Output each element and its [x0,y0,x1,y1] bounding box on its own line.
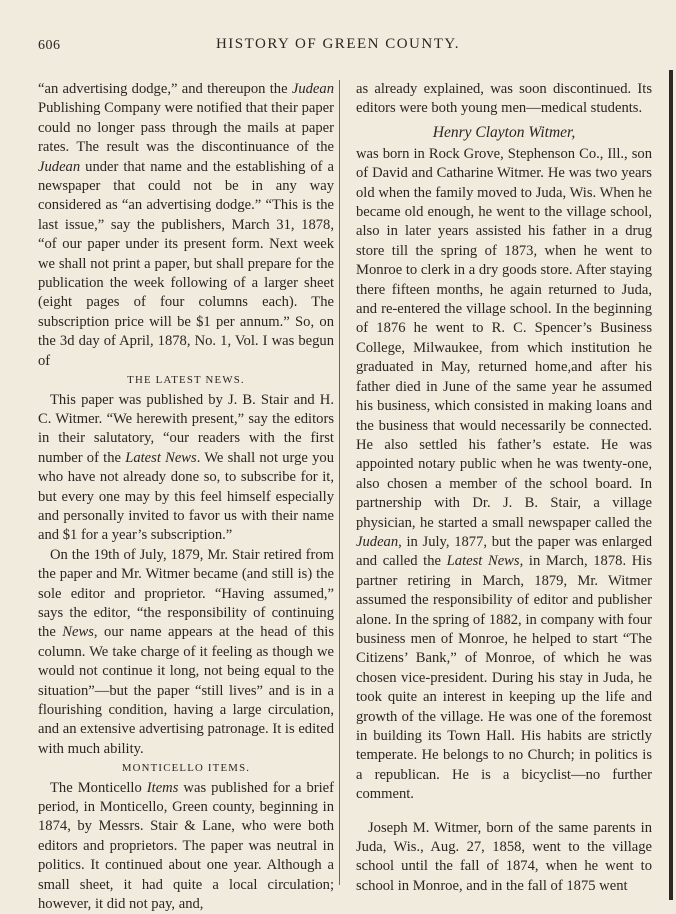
text-run: , our name appears at the head of this column. We take charge of it feeling as though we would not continue it long, not being equal to the situation”—but the paper “still lives” and is in a flourishing condition, having a large circulation, and an extensive advertising patronage. It is edited with much ability. [38,624,335,757]
text-run: was published for a brief period, in Monticello, Green county, beginning in 1874, by Messrs. Stair & Lane, who were both editors and proprietors. The paper was neutral in politics. It continued about one year. Although a small sheet, it had quite a local circulation; however, it did not pay, and, [38,779,335,913]
text-run: under that name and the establishing of a newspaper that could not be in any way considered as “an advertising dodge.” “This is the last issue,” say the publishers, March 31, 1878, “of our paper under its present form. Next week we shall not print a paper, but shall prepare for the publication the week following of a larger sheet (eight pages of four columns each). The subscription price will be $1 per annum.” So, on the 3d day of April, 1878, No. 1, Vol. I was begun of [38,158,334,369]
paragraph: Joseph M. Witmer, born of the same parents in Juda, Wis., Aug. 27, 1858, went to the village school until the fall of 1874, when he went to school in Monroe, and in the fall of 1875 went [356,819,652,894]
section-heading-monticello: MONTICELLO ITEMS. [121,762,251,775]
paragraph [38,779,334,914]
text-run-italic: Items [146,779,179,796]
text-run: . We shall not urge you who have not already done so, to subscribe for it, but every one may by this feel himself especially and personally invited to favor us with their name and $1 for a year’s subscription.” [38,449,335,544]
text-run: was born in Rock Grove, Stephenson Co., Ill., son of David and Catharine Witmer. He was two years old when the family moved to Juda, Wis. When he became old enough, he went to the village school, also in later years assisted his father in a drug store till the spring of 1873, when he went to Monroe to clerk in a dry goods store. After staying there fifteen months, he again returned to Juda, and re-entered the village school. In the beginning of 1876 he went to R. C. Spencer’s Business College, Milwaukee, from which institution he graduated in May, returned home,and after his father died in June of the same year he assumed his business, which consisted in making loans and the business that would necessarily be connected. He also settled his father’s estate. He was appointed notary public when he was twenty-one, also chosen a member of the school board. In partnership with Dr. J. B. Stair, a village physician, he started a small newspaper called the [356,145,652,531]
right-column [356,80,652,896]
column-rule [339,80,340,885]
text-run-italic: Judean [38,158,81,175]
text-run: The Monticello [50,779,147,796]
page-number: 606 [38,38,61,53]
paragraph [356,145,652,805]
text-run: This paper was published by J. B. Stair and H. C. Witmer. “We herewith present,” say the editors in their salutatory, “our readers with the first number of the [38,391,334,466]
left-column [38,80,334,914]
section-heading-latest-news: THE LATEST NEWS. [127,374,245,387]
text-run-italic: Latest News [446,553,520,570]
text-run: , in July, 1877, but the paper was enlarged and called the [356,533,652,570]
biography-subhead: Henry Clayton Witmer, [432,123,576,141]
text-run-italic: Latest News [125,449,197,466]
text-run: On the 19th of July, 1879, Mr. Stair retired from the paper and Mr. Witmer became (and still is) the sole editor and proprietor. “Having assumed,” says the editor, “the responsibility of continuing the [38,546,334,641]
paragraph [38,391,334,546]
text-run-italic: Judean [291,81,334,97]
text-run-italic: Judean [356,533,399,550]
text-run: Publishing Company were notified that their paper could no longer pass through the mails at paper rates. The result was the discontinuance of the [38,100,334,156]
text-run-italic: News [62,624,94,641]
running-head: HISTORY OF GREEN COUNTY. [215,36,461,52]
page-edge [669,70,673,900]
text-run: “an advertising dodge,” and thereupon the [38,81,292,97]
paragraph [38,546,334,759]
text-run: , in March, 1878. His partner retiring in March, 1879, Mr. Witmer assumed the responsibility of editor and publisher alone. In the spring of 1882, in company with four business men of Monroe, he helped to start “The Citizens’ Bank,” of Monroe, of which he was chosen vice-president. During his stay in Juda, he took quite an interest in keeping up the life and growth of the village. He was one of the foremost in building its Town Hall. His habits are strictly temperate. He belongs to no Church; in politics is a republican. He is a bicyclist—no further comment. [356,553,653,803]
paragraph [38,80,334,371]
paragraph: as already explained, was soon discontinued. Its editors were both young men—medical students. [356,81,652,117]
